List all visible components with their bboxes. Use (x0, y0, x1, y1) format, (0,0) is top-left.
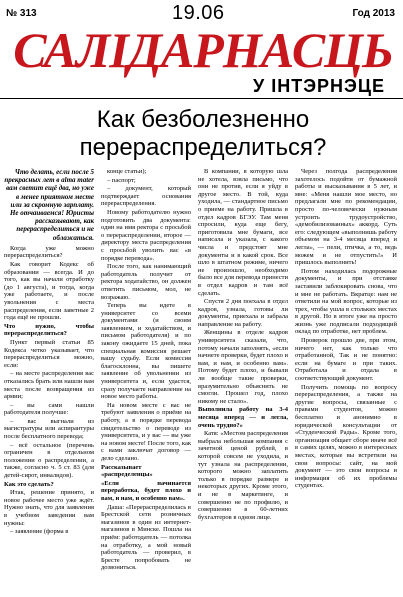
pull-quote: «Если начинается переработка, будет плохо и вам, и нам, и особенно вам». (101, 479, 191, 502)
paragraph: Даша: «Перераспределилась в Брестской сети розничных магазинов в один из интернет-магазинов в Минске. Пошла на приём: работодатель — потолка на отработку, а мой новый работодатель — проверил, в Бресте попробовать не дозвониться. (101, 503, 191, 572)
paragraph: Катя: «Местом распределения выбрала небольшая компания с зачетной ценой рублей, в которой совсем не уходила, и тут узнала на распределении, которого можно заплатить только в порядке размере и некоторых других. Кроме этого, и не в маркетинге, и совершенно не по профилю, и совершенно в 60-летних бухгалтеров в одном лице. (198, 430, 288, 521)
article-lead: Что делать, если после 5 прекрасных лет в alma mater вам светит ещё два, но уже в менее приятном месте или за скромную зарплату. Не отчаиваемся! Юристы рассказывают, как перераспределиться и не облажаться. (4, 168, 94, 242)
paragraph: Как говорит Кодекс об образовании — всегда. И до того, как вы начали отработку (до 1 августа), и тогда, когда уже работаете, и после увольнения с места распределения, если заветные 2 года ещё не прошли. (4, 261, 94, 322)
paragraph: конце статьи); (107, 168, 147, 175)
paragraph: На новом месте с вас не требуют заявления о приёме на работу, а в порядке перевода свидетельство о переводе из университета, и у вас — вы уже на новом месте! После того, как с вами заключат договор — дело сделано. (101, 401, 191, 462)
paragraph: Теперь вы идете в университет со всеми документами (и своим заявлением, и ходатайством, и письмом работодателя) и по закону ожидаете 15 дней, пока специальная комиссия решает вашу судьбу. Если комиссия благосклонна, вы пишете заявление об увольнении из университета и, если удастся, сразу получаете направление на новое место работы. (101, 302, 191, 401)
paragraph: – паспорт; (107, 176, 136, 184)
paragraph: Получить помощь по вопросу перераспределения, а также на другие вопросы, связанные с правами студентов, можно бесплатно и анонимно в юридической консультации от «Студенческой Рады». Кроме того, организация общает сборе иначе всё в самих целях, можно в интересных местах, которые вы встретили на свои вопросы: сайт, на мой документ — это свои вопросы и информация об их проблемы студентах. (295, 383, 397, 490)
paragraph: Итак, решение принято, и новое рабочее место уже ждёт. Нужно знать, что для заявления в учебном заведении вам нужны: (4, 489, 94, 527)
masthead (0, 0, 403, 96)
masthead-divider (0, 98, 403, 99)
paragraph: Пункт первый статьи 85 Кодекса четко указывает, что перераспределиться можно, если: (4, 338, 94, 369)
paragraph: Новому работодателю нужно подготовить два документа: один на имя ректора с просьбой о перераспределении, второе — директору места распределения с просьбой уволить вас «в порядке перевода». (101, 208, 191, 262)
paragraph: В компании, в которую шла не хотела, взяла письмо, что они не против, если я уйду в другое место. В той, куда уходила, — стандартное письмо о приеме на работу. Пришла в отдел кадров БГЭУ. Там меня спросили, куда еще бегу, приготовила мне бумаги, все написала и указала, с какого числа и предстоят мне документы и в какой срок. Все шло в штатном режиме, ничего не произошло, необходимо было все для перевода принести в отдел кадров и там всё сделать. (198, 168, 288, 297)
paragraph: – документ, который подтверждает основания перераспределения. (101, 185, 191, 208)
paragraph: Потом находилась подорожные документы, и при отставке заставили заблокировать снова, что и мне не работать. Вкратце: нам не ответили на мой вопрос, которые из трех, чтобы ушла в стольких местах в другой. Но в итоге уже на просто жизнь уже подписали подходящий оклад по отработке, нет проблем. (295, 267, 397, 336)
subheading: Как это сделать? (4, 480, 54, 488)
paragraph: – на месте распределения вас отказались брать или нашли вам места после возвращения из армии; (4, 370, 94, 401)
paragraph: – вы сами нашли работодателя получше: (4, 401, 94, 417)
paragraph: Через полгода распределения захотелось подойти от бумажной работы и высказывания в 5 лет, и мне: «Меня нашли мое место, но предлагали мне по рекомендации, просто по-человечески нужным устроить трудоустройство, «демобилизованных» аккорд. Суть его: следующем «выполнишь работу объемом на 3-4 месяца вперед и легла», — пели, птичка, а то, ведь можем и не отпустить!» И пришлось выполнить! (295, 168, 397, 267)
article-body (4, 168, 401, 597)
column-3 (198, 168, 288, 522)
article-headline: Как безболезненно перераспределиться? (79, 106, 327, 161)
column-4 (295, 168, 397, 491)
subheading: Что нужно, чтобы перераспределиться? (4, 322, 94, 338)
newspaper-subtitle: У ІНТЭРНЭЦЕ (253, 76, 385, 96)
issue-number: № 313 (6, 8, 37, 19)
issue-date: 19.06 (172, 2, 225, 24)
subheading: Рассказывает «распределенцы» (101, 463, 153, 479)
column-2 (101, 168, 191, 573)
pull-quote: Выполнила работу на 3-4 месяца вперед — и легла, очень трудно?» (198, 406, 288, 429)
column-1 (4, 168, 94, 537)
issue-year: Год 2013 (352, 8, 395, 19)
paragraph: – заявление (форма в (10, 528, 69, 536)
paragraph: Женщины в отделе кадров университета сказали, что, потому начали заполнять, «если начнете проверки, будет плохо и вам, и нам, и особенно вам». Потому будет плохо, и бывали ли вообще такие проверки, вразумительно объяснить не смогли. Прошел год, плохо никому не стало». (198, 329, 288, 405)
paragraph: – вас выгнали из магистратуры или аспирантуры после бесплатного перевода; (4, 417, 94, 441)
newspaper-title: САЛІДАРНАСЦЬ (13, 22, 393, 78)
paragraph: Когда уже можно перераспределиться? (4, 244, 94, 260)
paragraph: После того, как нанимающий работодатель получит от ректора ходатайство, он должен ответить письмом, мол, не возражаю. (101, 263, 191, 301)
paragraph: – всё остальное (перечень ограничен в отдельном положении о распределении, а также, согласно ч. 5 ст. 83 (для детей-сирот, инвалидов). (4, 441, 94, 480)
paragraph: Проверок прошло две, при этом, ничего нет, как только что отработанной, Так и не понятно: если на бумаге и при таких. Отработала и отдала в соответствующий документ. (295, 337, 397, 383)
paragraph: Спустя 2 дня поехала в отдел кадров, узнала, готовы ли документы, приехала и забрала направление на работу. (198, 298, 288, 328)
